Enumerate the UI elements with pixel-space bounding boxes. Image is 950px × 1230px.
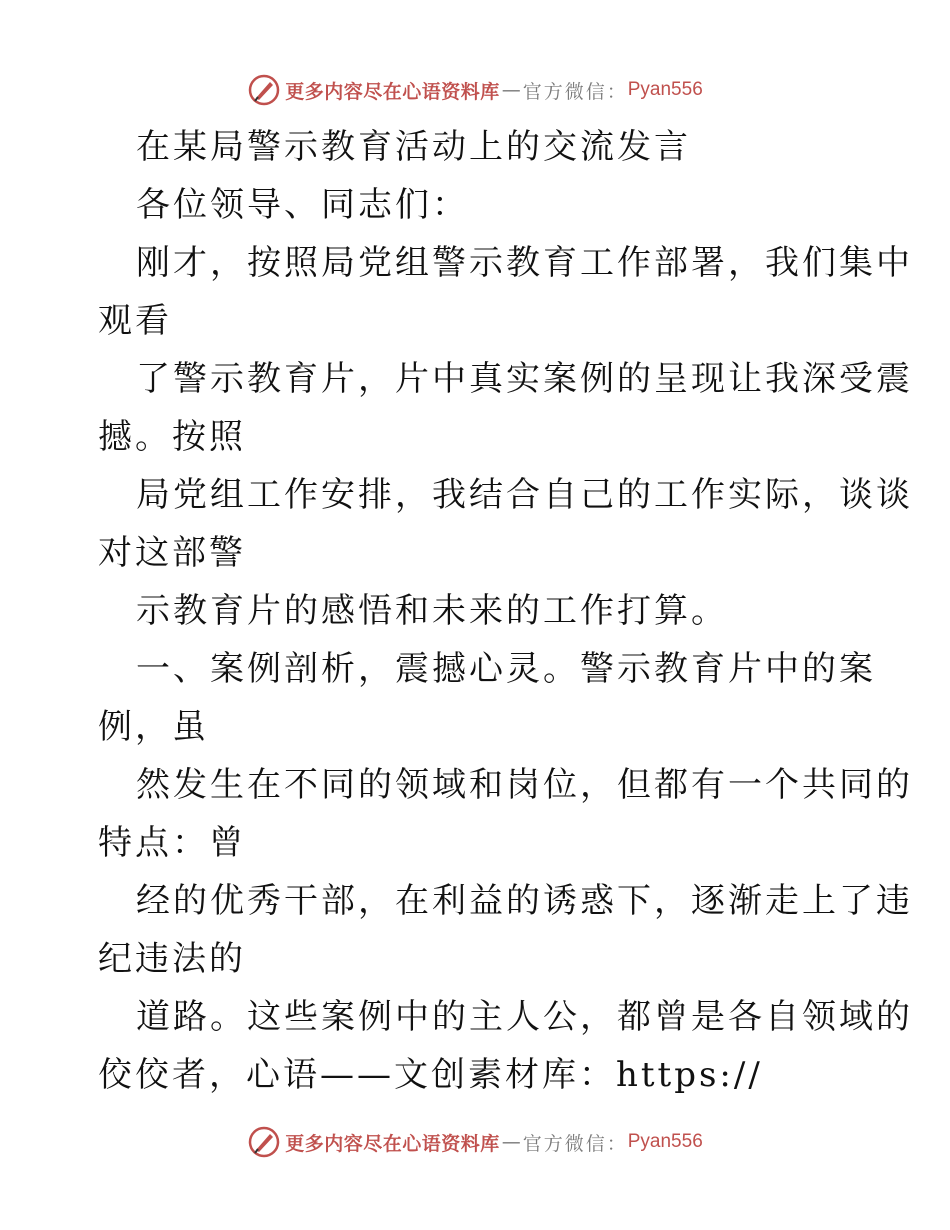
- feather-pen-logo-icon: [247, 73, 281, 107]
- body-line: 纪违法的: [98, 939, 246, 979]
- banner-handle: Pyan556: [627, 79, 703, 100]
- body-line: 对这部警: [98, 533, 246, 573]
- footer-banner: [0, 1122, 950, 1162]
- document-title: 在某局警示教育活动上的交流发言: [136, 127, 691, 167]
- body-line: 例，虽: [98, 707, 209, 747]
- body-line: 了警示教育片，片中真实案例的呈现让我深受震: [136, 359, 913, 399]
- body-line: 示教育片的感悟和未来的工作打算。: [136, 591, 728, 631]
- banner-label: 官方微信：: [522, 80, 628, 103]
- body-line: 撼。按照: [98, 417, 246, 457]
- banner-handle: Pyan556: [627, 1131, 703, 1152]
- body-line: 观看: [98, 301, 172, 341]
- body-line: 佼佼者，心语——文创素材库：https://: [98, 1055, 763, 1095]
- body-line: 道路。这些案例中的主人公，都曾是各自领域的: [136, 997, 913, 1037]
- banner-label: 官方微信：: [522, 1132, 628, 1155]
- feather-pen-logo-icon: [247, 1125, 281, 1159]
- body-line: 局党组工作安排，我结合自己的工作实际，谈谈: [136, 475, 913, 515]
- section-heading-line: 一、案例剖析，震撼心灵。警示教育片中的案: [136, 649, 876, 689]
- banner-main-text: 更多内容尽在心语资料库: [285, 1132, 500, 1155]
- body-line: 然发生在不同的领域和岗位，但都有一个共同的: [136, 765, 913, 805]
- banner-separator: —: [501, 1131, 521, 1153]
- banner-main-text: 更多内容尽在心语资料库: [285, 80, 500, 103]
- document-body: [98, 118, 913, 1104]
- banner-separator: —: [501, 79, 521, 101]
- body-line: 刚才，按照局党组警示教育工作部署，我们集中: [136, 243, 913, 283]
- header-banner: [0, 70, 950, 110]
- body-line: 经的优秀干部，在利益的诱惑下，逐渐走上了违: [136, 881, 913, 921]
- salutation: 各位领导、同志们：: [136, 185, 469, 225]
- body-line: 特点：曾: [98, 823, 246, 863]
